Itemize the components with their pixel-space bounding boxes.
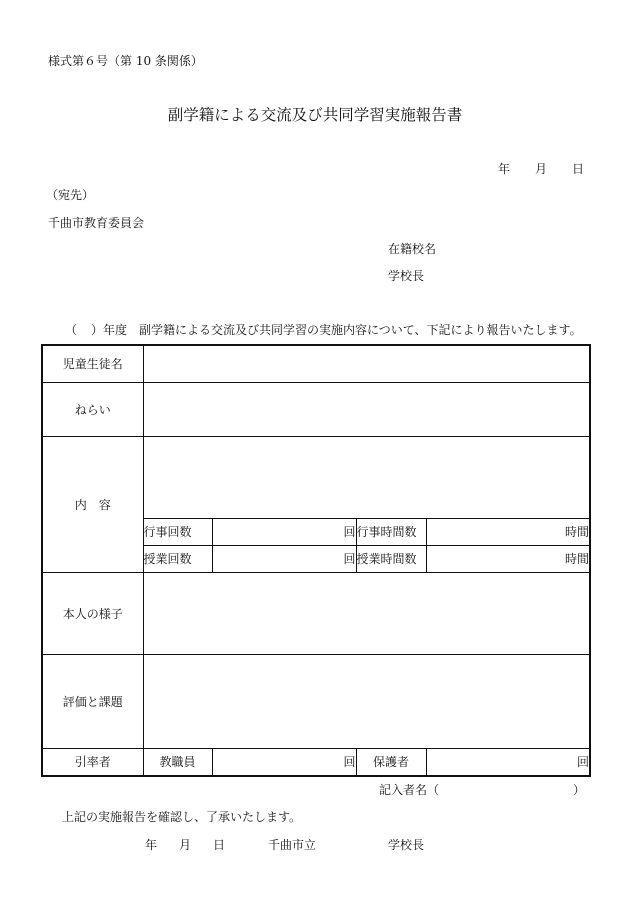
confirm-principal: 学校長 (388, 838, 425, 852)
escort-label: 引率者 (42, 748, 143, 776)
fiscal-year-close: ）年度 (91, 323, 128, 337)
state-field[interactable] (143, 572, 590, 654)
student-name-row (42, 345, 590, 382)
event-hours-label: 行事時間数 (356, 518, 426, 545)
student-name-field[interactable] (143, 345, 590, 382)
addressee-label: （宛先） (46, 188, 95, 202)
evaluation-field[interactable] (143, 654, 590, 748)
student-name-label: 児童生徒名 (42, 345, 143, 382)
aim-label: ねらい (42, 382, 143, 436)
fiscal-year-open: （ (65, 323, 78, 337)
class-count-label: 授業回数 (143, 545, 212, 572)
date-day: 日 (572, 162, 585, 176)
school-name-label: 在籍校名 (388, 242, 437, 256)
date-month: 月 (535, 162, 548, 176)
staff-count-field[interactable]: 回 (212, 748, 356, 776)
confirm-city: 千曲市立 (268, 838, 317, 852)
staff-label: 教職員 (143, 748, 212, 776)
content-row (42, 436, 590, 518)
addressee: 千曲市教育委員会 (48, 216, 145, 230)
document-title: 副学籍による交流及び共同学習実施報告書 (167, 106, 463, 124)
aim-field[interactable] (143, 382, 590, 436)
state-row (42, 572, 590, 654)
confirm-month: 月 (179, 838, 192, 852)
recorder-name (379, 783, 586, 797)
event-hours-field[interactable]: 時間 (426, 518, 590, 545)
principal-label: 学校長 (388, 269, 425, 283)
report-table (41, 344, 591, 777)
guardian-count-field[interactable]: 回 (426, 748, 590, 776)
evaluation-row (42, 654, 590, 748)
class-count-field[interactable]: 回 (212, 545, 356, 572)
guardian-label: 保護者 (356, 748, 426, 776)
state-label: 本人の様子 (42, 572, 143, 654)
confirmation-date (145, 839, 225, 851)
confirm-day: 日 (213, 838, 226, 852)
content-label: 内 容 (42, 436, 143, 572)
recorder-close: ） (573, 783, 586, 797)
escort-row (42, 748, 590, 776)
event-count-field[interactable]: 回 (212, 518, 356, 545)
confirm-year: 年 (145, 838, 158, 852)
date-year: 年 (498, 162, 511, 176)
content-field[interactable] (143, 436, 590, 518)
evaluation-label: 評価と課題 (42, 654, 143, 748)
recorder-label: 記入者名（ (379, 783, 440, 797)
intro-sentence (65, 324, 582, 336)
report-date (498, 163, 584, 175)
class-hours-label: 授業時間数 (356, 545, 426, 572)
intro-text: 副学籍による交流及び共同学習の実施内容について、下記により報告いたします。 (139, 323, 582, 337)
form-number: 様式第６号（第 10 条関係） (48, 54, 203, 68)
event-count-label: 行事回数 (143, 518, 212, 545)
class-hours-field[interactable]: 時間 (426, 545, 590, 572)
confirmation-text: 上記の実施報告を確認し、了承いたします。 (62, 810, 302, 824)
aim-row (42, 382, 590, 436)
